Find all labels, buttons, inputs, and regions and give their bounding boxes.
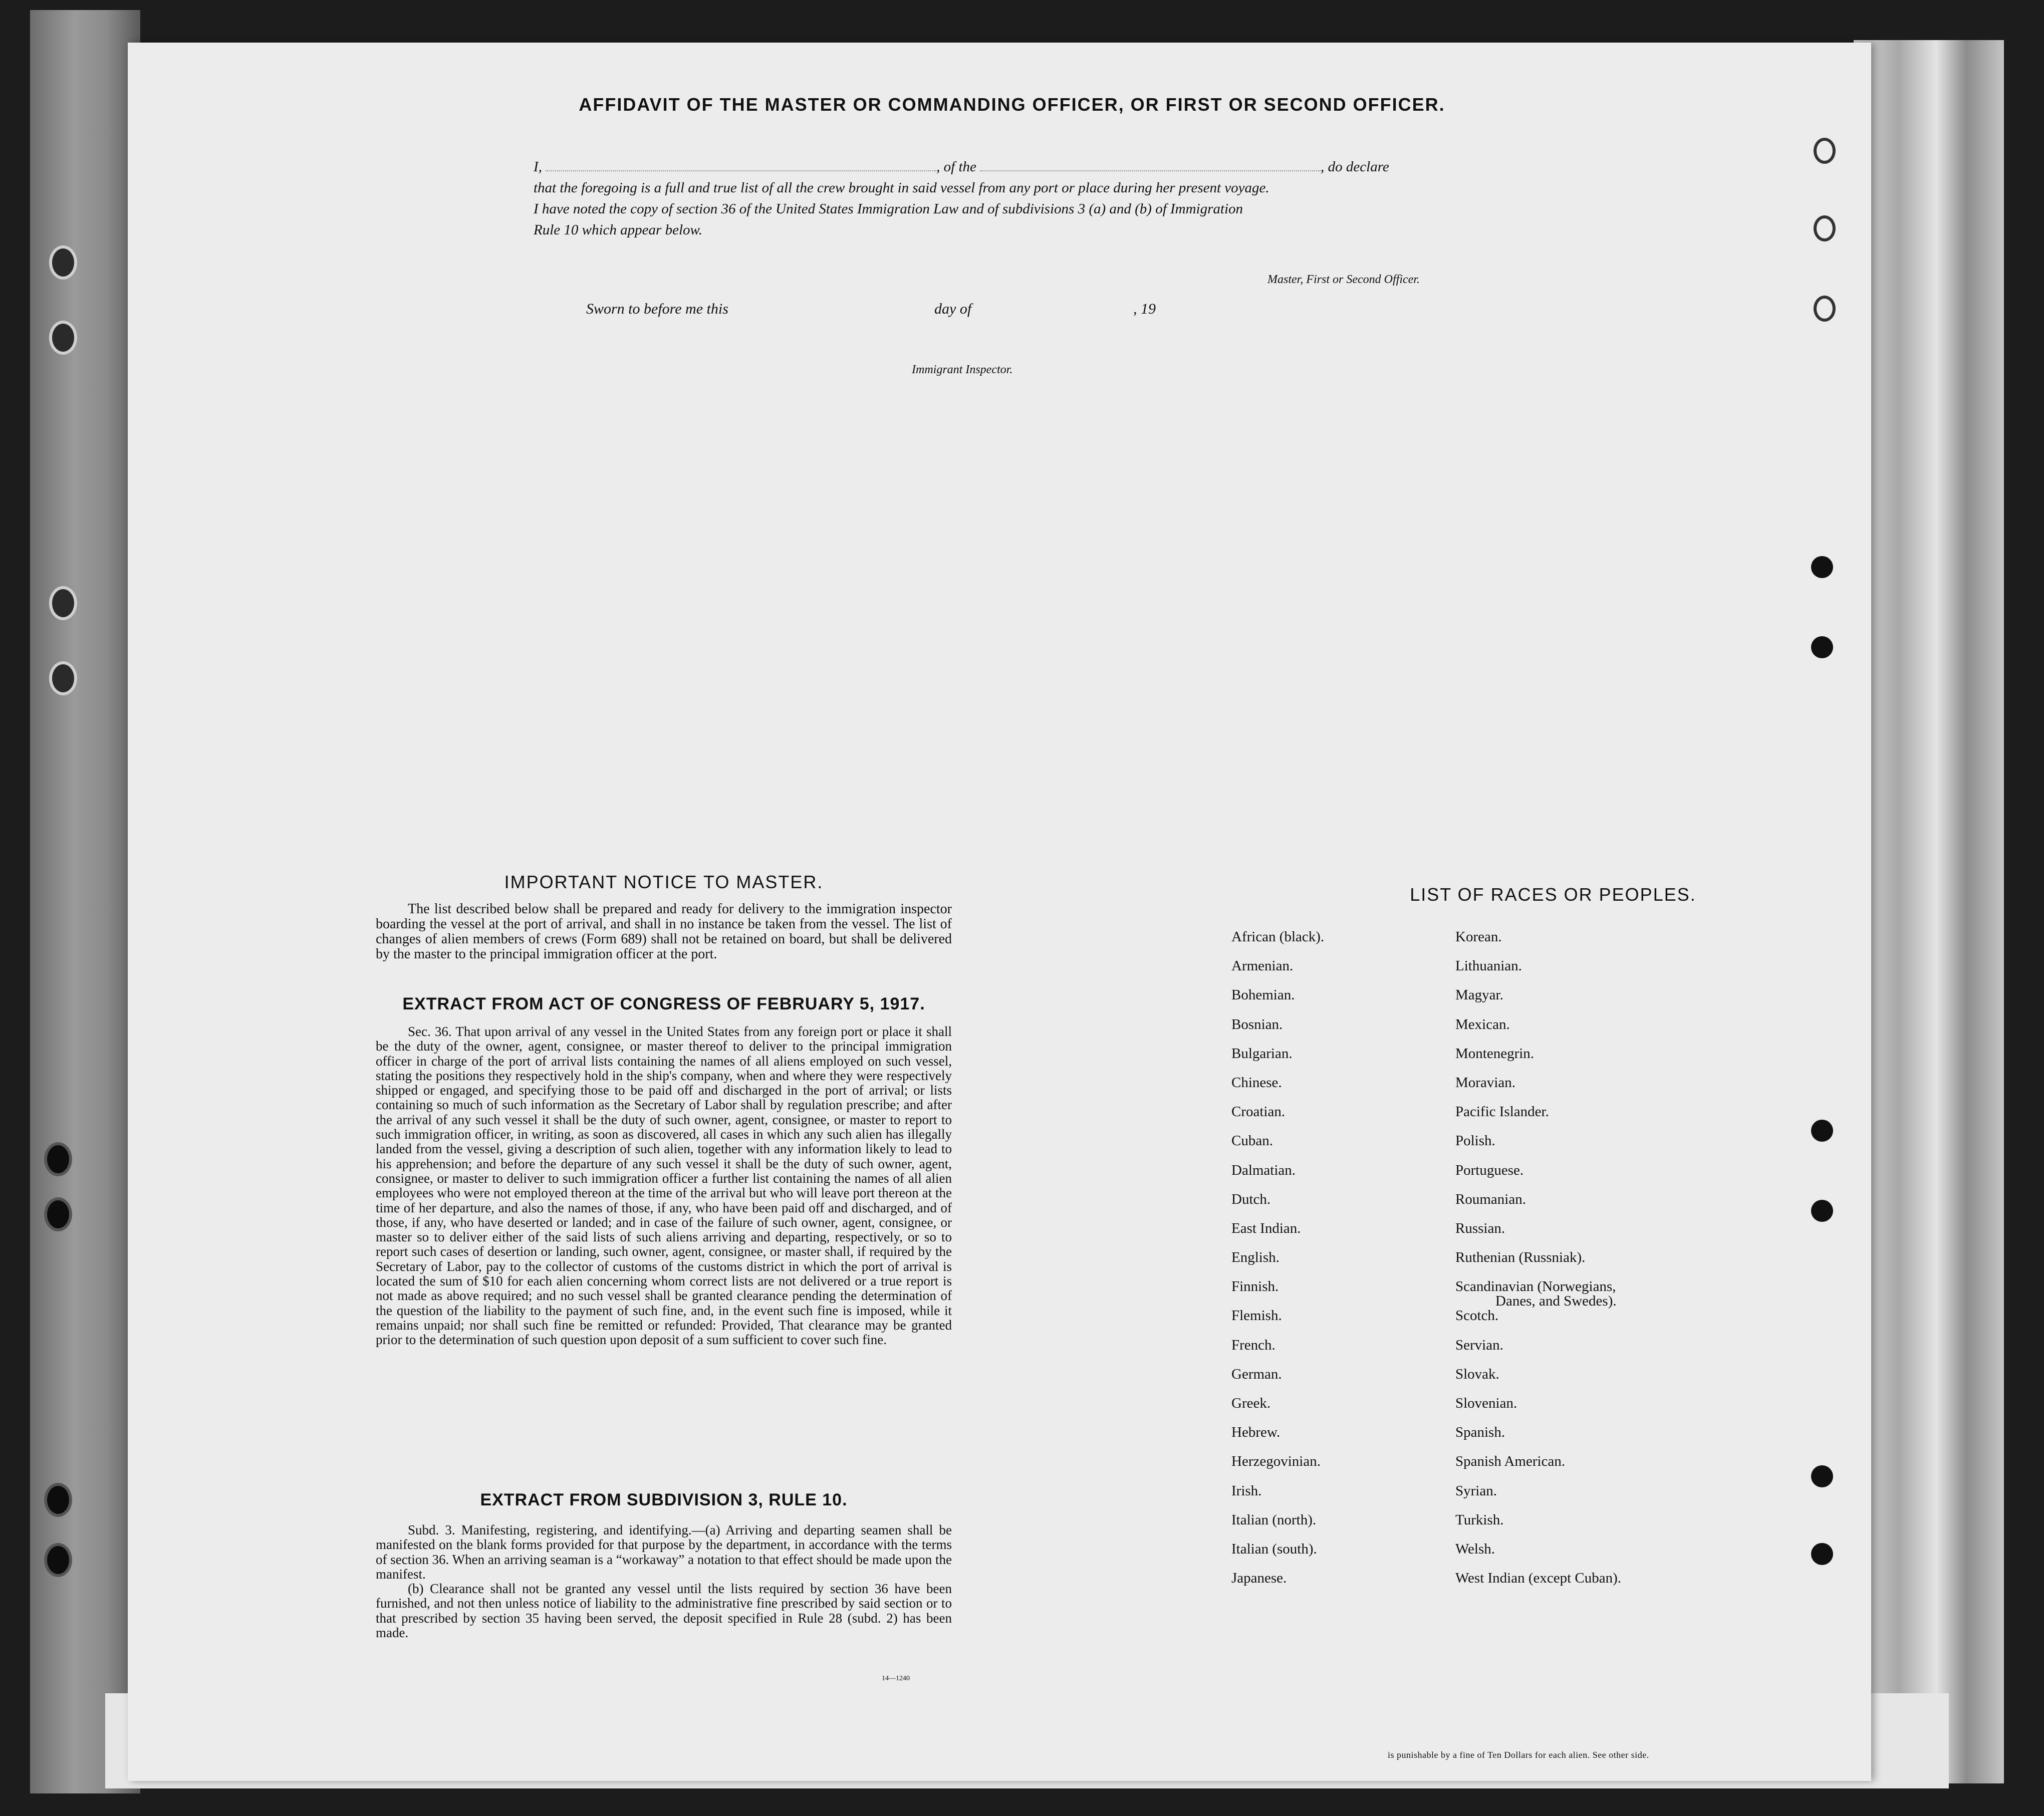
form-number: 14—1240 <box>882 1675 910 1682</box>
race-item: Hebrew. <box>1231 1424 1281 1441</box>
extract-act-title: EXTRACT FROM ACT OF CONGRESS OF FEBRUARY 5, 1917. <box>402 994 925 1013</box>
declaration-declare: , do declare <box>1321 159 1389 175</box>
sworn-year: , 19 <box>1133 301 1156 317</box>
binder-ring <box>49 245 77 280</box>
race-item: Moravian. <box>1455 1074 1515 1091</box>
punch-hole <box>1811 1120 1833 1142</box>
race-item: Polish. <box>1455 1133 1495 1149</box>
race-item: Dutch. <box>1231 1191 1271 1207</box>
race-item: Welsh. <box>1455 1540 1495 1557</box>
race-item: Slovak. <box>1455 1366 1499 1382</box>
punch-hole <box>1811 1543 1833 1565</box>
extract-rule-title: EXTRACT FROM SUBDIVISION 3, RULE 10. <box>480 1490 848 1509</box>
sworn-prefix: Sworn to before me this <box>586 301 728 317</box>
races-right-column <box>1455 930 1666 1600</box>
master-signature-caption: Master, First or Second Officer. <box>1267 273 1420 286</box>
binder-edge <box>30 10 140 1793</box>
race-item: Cuban. <box>1231 1133 1273 1149</box>
sworn-day-of: day of <box>934 301 972 317</box>
race-item: Scandinavian (Norwegians, <box>1455 1278 1616 1295</box>
declaration-line-3: I have noted the copy of section 36 of the United States Immigration Law and of subdivisions 3 (a) and (b) of Immigration <box>534 201 1243 217</box>
race-item: Finnish. <box>1231 1278 1279 1295</box>
binder-ring <box>49 661 77 695</box>
races-left-column <box>1231 930 1442 1600</box>
race-item: Japanese. <box>1231 1570 1287 1587</box>
race-item: Bulgarian. <box>1231 1045 1293 1062</box>
declaration-of-the: , of the <box>936 159 976 175</box>
race-item: Servian. <box>1455 1337 1503 1353</box>
vessel-blank <box>980 169 1321 171</box>
race-item: African (black). <box>1231 929 1325 945</box>
race-item: French. <box>1231 1337 1275 1353</box>
punch-hole <box>1814 215 1836 241</box>
punch-hole <box>1811 1200 1833 1222</box>
race-item: Armenian. <box>1231 958 1294 974</box>
subdivision-b-text: (b) Clearance shall not be granted any vessel until the lists required by section 36 have been furnished, and not then unless notice of liability to the administrative fine prescribed by said section or to that prescribed by section 35 having been served, the deposit specified in Rule 28 (subd. 2) has been made. <box>376 1581 952 1641</box>
punch-hole <box>1814 138 1836 164</box>
race-item: Portuguese. <box>1455 1162 1524 1178</box>
race-item: Russian. <box>1455 1220 1505 1236</box>
binder-ring <box>44 1543 72 1577</box>
inspector-caption: Immigrant Inspector. <box>912 363 1013 376</box>
race-item: Italian (north). <box>1231 1511 1317 1528</box>
punch-hole <box>1811 1465 1833 1487</box>
race-item: English. <box>1231 1249 1280 1266</box>
race-item: Montenegrin. <box>1455 1045 1535 1062</box>
race-item: Turkish. <box>1455 1511 1504 1528</box>
race-item: German. <box>1231 1366 1282 1382</box>
races-title: LIST OF RACES OR PEOPLES. <box>1410 884 1696 905</box>
race-item: Spanish. <box>1455 1424 1505 1441</box>
race-item: Mexican. <box>1455 1016 1510 1032</box>
punch-hole <box>1814 296 1836 322</box>
declaration-i: I, <box>534 159 542 175</box>
affidavit-title: AFFIDAVIT OF THE MASTER OR COMMANDING OFFICER, OR FIRST OR SECOND OFFICER. <box>579 94 1445 115</box>
race-item: Herzegovinian. <box>1231 1453 1321 1470</box>
name-blank <box>546 169 936 171</box>
punch-hole <box>1811 556 1833 578</box>
race-item: Chinese. <box>1231 1074 1282 1091</box>
race-item: Lithuanian. <box>1455 958 1522 974</box>
subdivision-a-text: Subd. 3. Manifesting, registering, and identifying.—(a) Arriving and departing seamen shall be manifested on the blank forms provided for that purpose by the department, in accordance with the terms of section 36. When an arriving seaman is a “workaway” a notation to that effect should be made upon the manifest. <box>376 1522 952 1582</box>
race-item: Slovenian. <box>1455 1395 1517 1411</box>
section-36-text: Sec. 36. That upon arrival of any vessel in the United States from any foreign port or place it shall be the duty of the owner, agent, consignee, or master thereof to deliver to the principal immigration officer in charge of the port of arrival lists containing the names of all aliens employed on such vessel, stating the positions they respectively hold in the ship's company, when and where they were respectively shipped or engaged, and specifying those to be paid off and discharged in the port of arrival; or lists containing so much of such information as the Secretary of Labor shall by regulation prescribe; and after the arrival of any such vessel it shall be the duty of such owner, agent, consignee, or master to report to such immigration officer, in writing, as soon as discovered, all cases in which any such alien has illegally landed from the vessel, giving a description of such alien, together with any information likely to lead to his apprehension; and before the departure of any such vessel it shall be the duty of such owner, agent, consignee, or master to deliver to such immigration officer a further list containing the names of all alien employees who were not employed thereon at the time of the arrival but who will leave port thereon at the time of her departure, and also the names of those, if any, who have been paid off and discharged, and of those, if any, who have deserted or landed; and in case of the failure of such owner, agent, consignee, or master so to deliver either of the said lists of such aliens arriving and departing, respectively, or so to report such cases of desertion or landing, such owner, agent, consignee, or master shall, if required by the Secretary of Labor, pay to the collector of customs of the customs district in which the port of arrival is located the sum of $10 for each alien concerning whom correct lists are not delivered or a true report is not made as above required; and no such vessel shall be granted clearance pending the determination of the question of the liability to the payment of such fine, and, in the event such fine is imposed, while it remains unpaid; nor shall such fine be remitted or refunded: Provided, That clearance may be granted prior to the determination of such question upon deposit of a sum sufficient to cover such fine. <box>376 1024 952 1348</box>
declaration-line-2: that the foregoing is a full and true list of all the crew brought in said vessel from any port or place during her present voyage. <box>534 180 1269 196</box>
notice-body: The list described below shall be prepared and ready for delivery to the immigration inspector boarding the vessel at the port of arrival, and shall in no instance be taken from the vessel. The list of changes of alien members of crews (Form 689) shall not be retained on board, but shall be delivered by the master to the principal immigration officer at the port. <box>376 901 952 962</box>
page-stack-edge <box>1854 40 2004 1783</box>
race-item: Korean. <box>1455 929 1502 945</box>
binder-ring <box>44 1142 72 1176</box>
extract-rule-body <box>376 1523 952 1640</box>
race-item: East Indian. <box>1231 1220 1301 1236</box>
declaration-line-4: Rule 10 which appear below. <box>534 222 702 238</box>
binder-ring <box>44 1483 72 1517</box>
race-item: West Indian (except Cuban). <box>1455 1570 1622 1587</box>
race-item: Dalmatian. <box>1231 1162 1296 1178</box>
notice-title: IMPORTANT NOTICE TO MASTER. <box>504 872 824 892</box>
extract-act-body <box>376 1024 952 1348</box>
race-item: Scotch. <box>1455 1308 1499 1324</box>
binder-ring <box>44 1197 72 1231</box>
race-item: Italian (south). <box>1231 1540 1317 1557</box>
race-item: Danes, and Swedes). <box>1495 1293 1617 1310</box>
punch-hole <box>1811 636 1833 658</box>
binder-ring <box>49 586 77 620</box>
race-item: Flemish. <box>1231 1308 1282 1324</box>
race-item: Pacific Islander. <box>1455 1104 1549 1120</box>
race-item: Syrian. <box>1455 1482 1497 1499</box>
race-item: Bosnian. <box>1231 1016 1283 1032</box>
race-item: Spanish American. <box>1455 1453 1566 1470</box>
race-item: Irish. <box>1231 1482 1262 1499</box>
race-item: Ruthenian (Russniak). <box>1455 1249 1586 1266</box>
race-item: Magyar. <box>1455 987 1503 1003</box>
declaration-line-1 <box>534 156 1498 177</box>
binder-ring <box>49 321 77 355</box>
race-item: Roumanian. <box>1455 1191 1526 1207</box>
race-item: Croatian. <box>1231 1104 1286 1120</box>
footer-note: is punishable by a fine of Ten Dollars for each alien. See other side. <box>1388 1750 1649 1760</box>
race-item: Bohemian. <box>1231 987 1295 1003</box>
race-item: Greek. <box>1231 1395 1271 1411</box>
